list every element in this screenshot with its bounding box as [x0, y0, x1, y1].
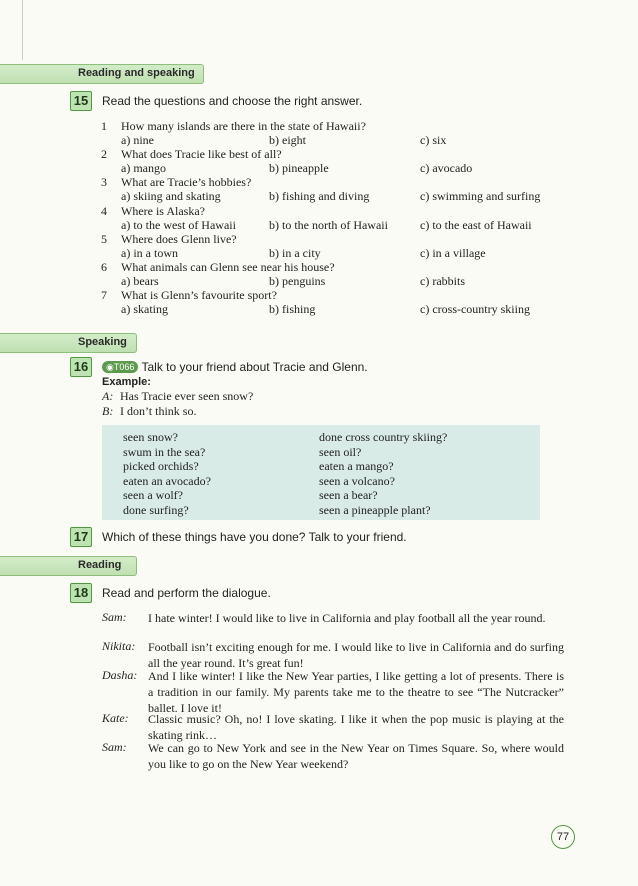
example-line-b	[102, 404, 196, 419]
exercise-15-instruction: Read the questions and choose the right answer.	[102, 94, 363, 108]
speaker-a: A:	[102, 389, 114, 403]
phrase-box	[102, 425, 540, 520]
section-title: Reading	[78, 559, 122, 571]
section-title: Reading and speaking	[78, 67, 195, 79]
example-line-a	[102, 389, 253, 404]
exercise-number-18: 18	[70, 583, 92, 603]
phrase-item: done cross country skiing?	[319, 430, 448, 444]
exercise-number-15: 15	[70, 91, 92, 111]
question-number: 1	[101, 119, 107, 133]
phrase-item: eaten a mango?	[319, 459, 394, 473]
dialogue-speaker: Sam:	[102, 740, 127, 754]
answer-option-b: b) penguins	[269, 274, 326, 288]
example-label: Example:	[102, 376, 151, 388]
answer-option-c: c) six	[420, 133, 447, 147]
dialogue-line: Classic music? Oh, no! I love skating. I like it when the pop music is playing at the skating rink…	[148, 712, 564, 742]
answer-option-a: a) in a town	[121, 245, 178, 260]
dialogue-speaker: Sam:	[102, 610, 127, 624]
answer-option-b: b) eight	[269, 133, 306, 147]
phrase-item: done surfing?	[123, 502, 189, 517]
dialogue-line: I hate winter! I would like to live in California and play football all the year round.	[148, 611, 546, 625]
dialogue-speaker: Nikita:	[102, 639, 136, 653]
dialogue-line: And I like winter! I like the New Year parties, I like getting a lot of presents. There is a tradition in our family. My parents take me to the theatre to see “The Nutcracker” ballet. I love it!	[148, 669, 564, 715]
margin-line	[22, 0, 23, 60]
phrase-item: seen a bear?	[319, 488, 378, 502]
question-text: What are Tracie’s hobbies?	[121, 175, 252, 190]
phrase-item: seen a pineapple plant?	[319, 502, 431, 517]
question-text: What does Tracie like best of all?	[121, 147, 282, 162]
answer-option-c: c) avocado	[420, 161, 473, 176]
question-number: 4	[101, 203, 107, 218]
section-header-reading-speaking	[0, 64, 204, 84]
example-text-a: Has Tracie ever seen snow?	[120, 389, 254, 403]
answer-option-b: b) fishing	[269, 302, 316, 317]
answer-option-c: c) swimming and surfing	[420, 189, 541, 204]
question-text: What is Glenn’s favourite sport?	[121, 288, 277, 303]
phrase-item: picked orchids?	[123, 459, 199, 473]
answer-option-c: c) to the east of Hawaii	[420, 217, 532, 232]
section-header-speaking	[0, 333, 137, 353]
answer-option-b: b) to the north of Hawaii	[269, 217, 388, 232]
answer-option-a: a) to the west of Hawaii	[121, 217, 236, 232]
dialogue-speaker: Dasha:	[102, 668, 138, 682]
answer-option-a: a) skiing and skating	[121, 189, 221, 204]
question-text: What animals can Glenn see near his house?	[121, 260, 335, 274]
phrase-item: swum in the sea?	[123, 444, 206, 459]
question-text: Where does Glenn live?	[121, 231, 237, 246]
exercise-18-instruction: Read and perform the dialogue.	[102, 586, 271, 600]
answer-option-a: a) mango	[121, 161, 166, 176]
dialogue-speaker: Kate:	[102, 711, 129, 725]
phrase-item: seen a wolf?	[123, 488, 183, 502]
question-number: 5	[101, 231, 107, 246]
answer-option-b: b) pineapple	[269, 161, 329, 176]
section-header-reading	[0, 556, 137, 576]
answer-option-c: c) in a village	[420, 245, 486, 260]
instruction-text: Talk to your friend about Tracie and Glenn.	[141, 360, 368, 374]
phrase-item: seen snow?	[123, 430, 178, 444]
dialogue-line: Football isn’t exciting enough for me. I would like to live in California and do surfing all the year round. It’s great fun!	[148, 640, 564, 670]
answer-option-a: a) skating	[121, 302, 168, 317]
phrase-item: seen a volcano?	[319, 473, 395, 488]
question-number: 6	[101, 260, 107, 274]
answer-option-c: c) rabbits	[420, 274, 465, 288]
question-text: Where is Alaska?	[121, 203, 205, 218]
answer-option-b: b) in a city	[269, 245, 321, 260]
answer-option-b: b) fishing and diving	[269, 189, 370, 204]
phrase-item: eaten an avocado?	[123, 473, 211, 488]
answer-option-a: a) bears	[121, 274, 159, 288]
question-number: 7	[101, 288, 107, 303]
exercise-16-instruction	[102, 360, 368, 374]
question-text: How many islands are there in the state of Hawaii?	[121, 119, 366, 133]
dialogue-line: We can go to New York and see in the New Year on Times Square. So, where would you like to go on the New Year weekend?	[148, 741, 564, 771]
question-number: 3	[101, 175, 107, 190]
page-number: 77	[551, 825, 575, 849]
answer-option-a: a) nine	[121, 133, 154, 147]
exercise-number-17: 17	[70, 527, 92, 547]
exercise-17-instruction: Which of these things have you done? Talk to your friend.	[102, 530, 407, 544]
speaker-b: B:	[102, 404, 114, 418]
phrase-item: seen oil?	[319, 444, 362, 459]
audio-track-id: T066	[113, 362, 135, 372]
answer-option-c: c) cross-country skiing	[420, 302, 530, 317]
question-number: 2	[101, 147, 107, 162]
section-title: Speaking	[78, 336, 127, 348]
audio-track-badge[interactable]: ◉T066	[102, 361, 138, 373]
example-text-b: I don’t think so.	[120, 404, 197, 418]
exercise-number-16: 16	[70, 357, 92, 377]
